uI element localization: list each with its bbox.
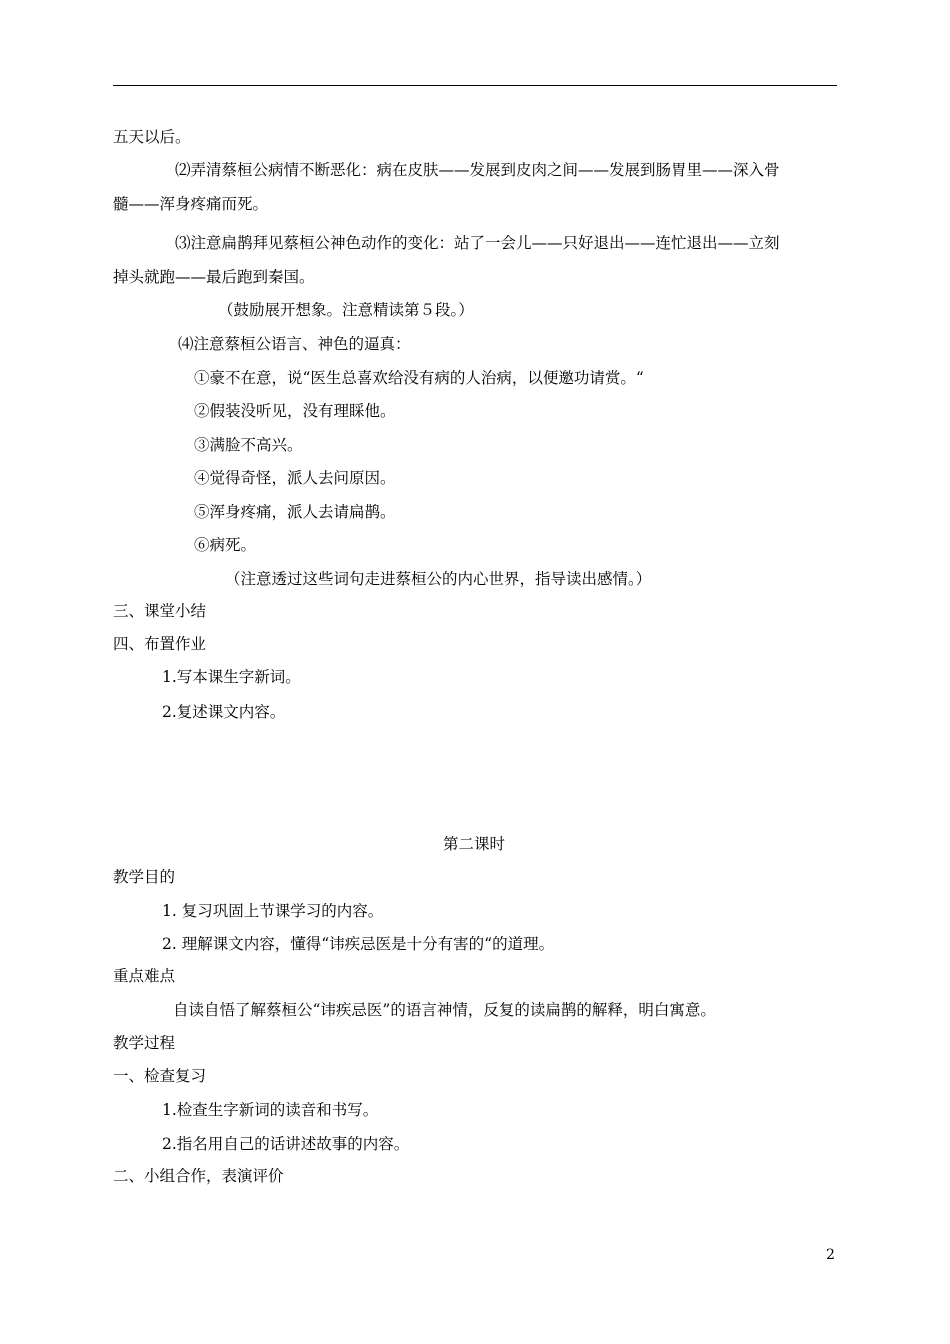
section-heading: 重点难点 (113, 967, 176, 985)
text-line: ②假装没听见，没有理睬他。 (194, 402, 396, 420)
text-line: ④觉得奇怪，派人去问原因。 (194, 469, 396, 487)
page-number: 2 (826, 1247, 835, 1263)
text-line: 1.检查生字新词的读音和书写。 (162, 1101, 379, 1119)
text-line: 髓——浑身疼痛而死。 (113, 195, 269, 213)
text-line: 2.指名用自己的话讲述故事的内容。 (162, 1135, 410, 1153)
section-heading: 二、小组合作，表演评价 (113, 1167, 284, 1185)
text-line: ③满脸不高兴。 (194, 436, 303, 454)
section-heading: 三、课堂小结 (113, 602, 207, 620)
section-heading: 四、布置作业 (113, 635, 207, 653)
text-line: 五天以后。 (113, 128, 191, 146)
text-line: ⑥病死。 (194, 536, 257, 554)
text-line: （鼓励展开想象。注意精读第５段。） (218, 301, 474, 319)
text-line: ⑶注意扁鹊拜见蔡桓公神色动作的变化：站了一会儿——只好退出——连忙退出——立刻 (175, 234, 780, 252)
text-line: 1.写本课生字新词。 (162, 668, 301, 686)
text-line: （注意透过这些词句走进蔡桓公的内心世界，指导读出感情。） (225, 570, 652, 588)
text-line: ①豪不在意，说“医生总喜欢给没有病的人治病，以便邀功请赏。“ (194, 369, 644, 387)
text-line: 2. 理解课文内容，懂得“讳疾忌医是十分有害的“的道理。 (162, 935, 555, 953)
lesson-title: 第二课时 (443, 835, 506, 853)
text-line: 自读自悟了解蔡桓公“讳疾忌医”的语言神情，反复的读扁鹊的解释，明白寓意。 (173, 1001, 716, 1019)
text-line: ⑵弄清蔡桓公病情不断恶化：病在皮肤——发展到皮肉之间——发展到肠胃里——深入骨 (175, 161, 780, 179)
text-line: ⑤浑身疼痛，派人去请扁鹊。 (194, 503, 396, 521)
section-heading: 教学目的 (113, 868, 176, 886)
text-line: 2.复述课文内容。 (162, 703, 286, 721)
section-heading: 一、检查复习 (113, 1067, 207, 1085)
text-line: 1. 复习巩固上节课学习的内容。 (162, 902, 384, 920)
text-line: 掉头就跑——最后跑到秦国。 (113, 268, 315, 286)
text-line: ⑷注意蔡桓公语言、神色的逼真： (178, 335, 411, 353)
section-heading: 教学过程 (113, 1034, 176, 1052)
header-rule (113, 85, 837, 86)
